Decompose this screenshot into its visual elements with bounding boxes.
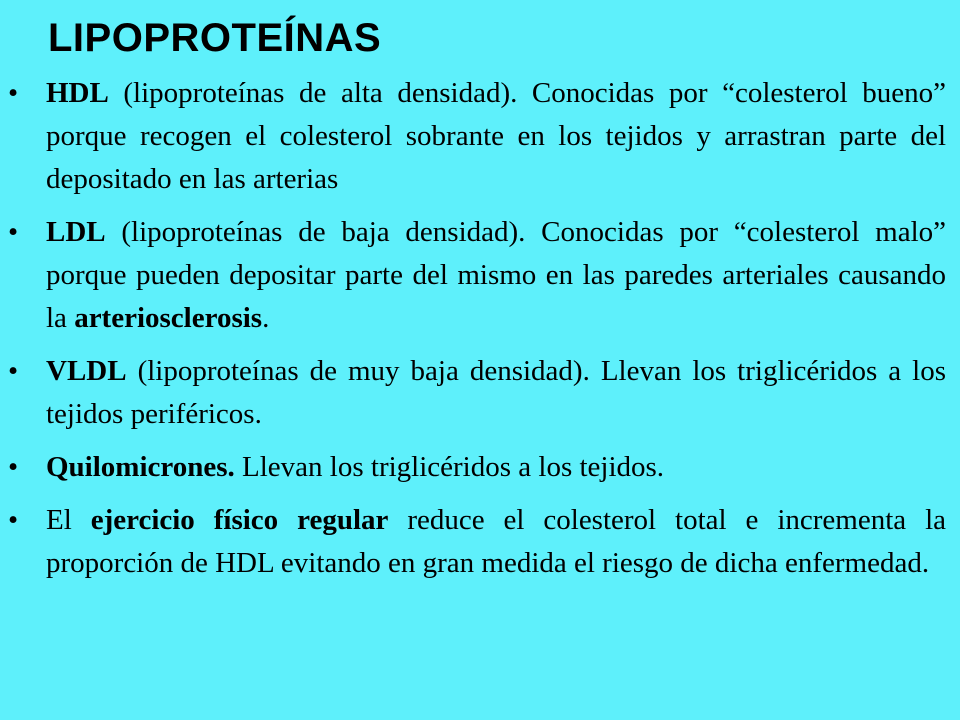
bullet-quilomicrones bbox=[0, 446, 960, 489]
bullet-vldl-text: (lipoproteínas de muy baja densidad). Llevan los triglicéridos a los tejidos periféricos. bbox=[46, 355, 946, 430]
bullet-icon: • bbox=[8, 504, 19, 536]
bullet-ejercicio bbox=[0, 499, 960, 585]
slide-title: LIPOPROTEÍNAS bbox=[48, 16, 382, 60]
bullet-icon: • bbox=[8, 77, 19, 109]
bullet-hdl-text: (lipoproteínas de alta densidad). Conocidas por “colesterol bueno” porque recogen el colesterol sobrante en los tejidos y arrastran parte del depositado en las arterias bbox=[46, 77, 946, 195]
bullet-icon: • bbox=[8, 451, 19, 483]
bullet-ldl-text: (lipoproteínas de baja densidad). Conocidas por “colesterol malo” porque pueden depositar parte del mismo en las paredes arteriales causando la bbox=[46, 216, 946, 334]
bullet-vldl bbox=[0, 350, 960, 436]
bullet-ldl-tail: . bbox=[262, 302, 270, 334]
term-ldl: LDL bbox=[46, 216, 106, 248]
bullet-icon: • bbox=[8, 355, 19, 387]
term-hdl: HDL bbox=[46, 77, 109, 109]
bullet-ldl bbox=[0, 211, 960, 340]
bullet-ejercicio-text: reduce el colesterol total e incrementa la proporción de HDL evitando en gran medida el riesgo de dicha enfermedad. bbox=[46, 504, 946, 579]
term-arteriosclerosis: arteriosclerosis bbox=[74, 302, 263, 334]
bullet-quilomicrones-text: Llevan los triglicéridos a los tejidos. bbox=[234, 451, 665, 483]
term-ejercicio-fisico: ejercicio físico regular bbox=[90, 504, 389, 536]
term-quilomicrones: Quilomicrones. bbox=[46, 451, 235, 483]
term-vldl: VLDL bbox=[46, 355, 127, 387]
bullet-hdl bbox=[0, 72, 960, 201]
bullet-list bbox=[0, 72, 960, 595]
bullet-icon: • bbox=[8, 216, 19, 248]
bullet-ejercicio-lead: El bbox=[46, 504, 91, 536]
